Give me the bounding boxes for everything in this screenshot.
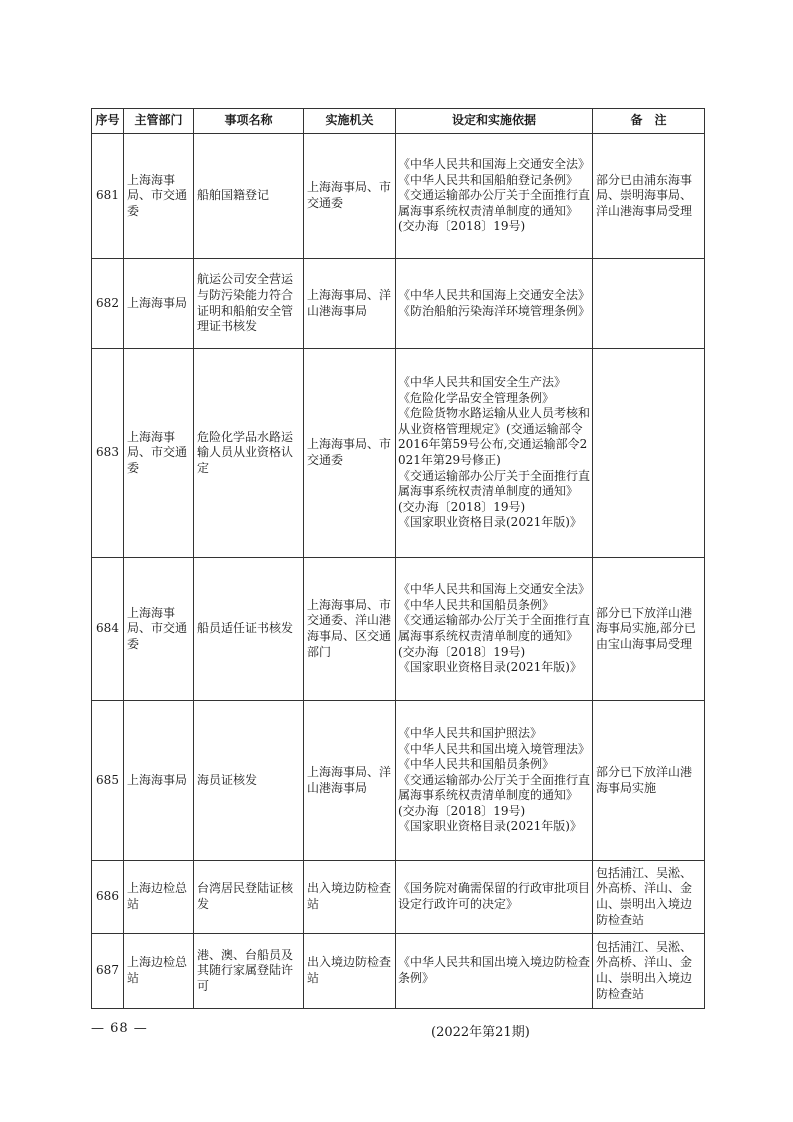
- row-agency: 上海海事局、市交通委、洋山港海事局、区交通部门: [304, 558, 396, 701]
- row-agency: 上海海事局、洋山港海事局: [304, 701, 396, 861]
- row-dept: 上海海事局: [124, 259, 194, 349]
- table-row: [92, 259, 705, 349]
- basis-entry: 《国家职业资格目录(2021年版)》: [398, 660, 582, 675]
- items-table: [91, 108, 705, 1009]
- table-body: [92, 134, 705, 1009]
- row-item: 危险化学品水路运输人员从业资格认定: [194, 349, 304, 558]
- header-seq: 序号: [92, 109, 124, 134]
- row-item: 船员适任证书核发: [194, 558, 304, 701]
- table-row: [92, 701, 705, 861]
- table-row: [92, 934, 705, 1009]
- basis-entry: 《中华人民共和国出境入境管理法》: [398, 741, 591, 756]
- basis-entry: 《中华人民共和国护照法》: [398, 725, 543, 740]
- row-note: [593, 349, 705, 558]
- basis-entry: 《中华人民共和国船员条例》: [398, 597, 555, 612]
- row-note: 部分已下放洋山港海事局实施,部分已由宝山海事局受理: [593, 558, 705, 701]
- row-agency: 出入境边防检查站: [304, 861, 396, 934]
- row-dept: 上海海事局、市交通委: [124, 134, 194, 259]
- row-basis: [396, 558, 593, 701]
- table-row: [92, 861, 705, 934]
- row-basis: [396, 349, 593, 558]
- basis-entry: 《中华人民共和国船舶登记条例》: [398, 172, 579, 187]
- basis-entry: 《交通运输部办公厅关于全面推行直属海事系统权责清单制度的通知》(交办海〔2018〕19号): [398, 468, 591, 514]
- table-row: [92, 134, 705, 259]
- table-header-row: [92, 109, 705, 134]
- basis-entry: 《中华人民共和国安全生产法》: [398, 375, 567, 390]
- row-seq: 685: [92, 701, 124, 861]
- basis-entry: 《中华人民共和国出境入境边防检查条例》: [398, 955, 591, 985]
- row-note: [593, 259, 705, 349]
- row-basis: [396, 701, 593, 861]
- page-footer: [91, 1021, 704, 1039]
- row-note: 部分已由浦东海事局、崇明海事局、洋山港海事局受理: [593, 134, 705, 259]
- row-seq: 682: [92, 259, 124, 349]
- basis-entry: 《中华人民共和国船员条例》: [398, 757, 555, 772]
- row-dept: 上海海事局: [124, 701, 194, 861]
- page-number: — 68 —: [91, 1021, 148, 1036]
- row-note: 部分已下放洋山港海事局实施: [593, 701, 705, 861]
- row-seq: 681: [92, 134, 124, 259]
- basis-entry: 《中华人民共和国海上交通安全法》: [398, 287, 591, 302]
- header-item: 事项名称: [194, 109, 304, 134]
- row-note: 包括浦江、吴淞、外高桥、洋山、金山、崇明出入境边防检查站: [593, 861, 705, 934]
- row-agency: 上海海事局、洋山港海事局: [304, 259, 396, 349]
- header-note: 备 注: [593, 109, 705, 134]
- basis-entry: 《危险化学品安全管理条例》: [398, 390, 555, 405]
- row-dept: 上海边检总站: [124, 934, 194, 1009]
- basis-entry: 《危险货物水路运输从业人员考核和从业资格管理规定》(交通运输部令2016年第59号公布,交通运输部令2021年第29号修正): [398, 406, 591, 467]
- row-seq: 684: [92, 558, 124, 701]
- document-table-container: [91, 108, 704, 1009]
- row-agency: 上海海事局、市交通委: [304, 134, 396, 259]
- row-basis: [396, 259, 593, 349]
- table-row: [92, 558, 705, 701]
- basis-entry: 《防治船舶污染海洋环境管理条例》: [398, 303, 591, 318]
- row-basis: [396, 134, 593, 259]
- basis-entry: 《交通运输部办公厅关于全面推行直属海事系统权责清单制度的通知》(交办海〔2018〕19号): [398, 772, 591, 818]
- basis-entry: 《交通运输部办公厅关于全面推行直属海事系统权责清单制度的通知》(交办海〔2018〕19号): [398, 188, 591, 234]
- basis-entry: 《中华人民共和国海上交通安全法》: [398, 157, 591, 172]
- row-seq: 686: [92, 861, 124, 934]
- basis-entry: 《国家职业资格目录(2021年版)》: [398, 515, 582, 530]
- row-item: 港、澳、台船员及其随行家属登陆许可: [194, 934, 304, 1009]
- header-agency: 实施机关: [304, 109, 396, 134]
- row-dept: 上海边检总站: [124, 861, 194, 934]
- row-dept: 上海海事局、市交通委: [124, 558, 194, 701]
- row-dept: 上海海事局、市交通委: [124, 349, 194, 558]
- basis-entry: 《国家职业资格目录(2021年版)》: [398, 819, 582, 834]
- row-note: 包括浦江、吴淞、外高桥、洋山、金山、崇明出入境边防检查站: [593, 934, 705, 1009]
- row-seq: 687: [92, 934, 124, 1009]
- header-basis: 设定和实施依据: [396, 109, 593, 134]
- header-dept: 主管部门: [124, 109, 194, 134]
- row-basis: [396, 861, 593, 934]
- row-item: 船舶国籍登记: [194, 134, 304, 259]
- row-item: 海员证核发: [194, 701, 304, 861]
- issue-label: (2022年第21期): [431, 1025, 530, 1040]
- row-agency: 上海海事局、市交通委: [304, 349, 396, 558]
- basis-entry: 《中华人民共和国海上交通安全法》: [398, 582, 591, 597]
- basis-entry: 《交通运输部办公厅关于全面推行直属海事系统权责清单制度的通知》(交办海〔2018〕19号): [398, 613, 591, 659]
- row-basis: [396, 934, 593, 1009]
- row-item: 航运公司安全营运与防污染能力符合证明和船舶安全管理证书核发: [194, 259, 304, 349]
- basis-entry: 《国务院对确需保留的行政审批项目设定行政许可的决定》: [398, 881, 591, 911]
- row-item: 台湾居民登陆证核发: [194, 861, 304, 934]
- table-row: [92, 349, 705, 558]
- row-agency: 出入境边防检查站: [304, 934, 396, 1009]
- row-seq: 683: [92, 349, 124, 558]
